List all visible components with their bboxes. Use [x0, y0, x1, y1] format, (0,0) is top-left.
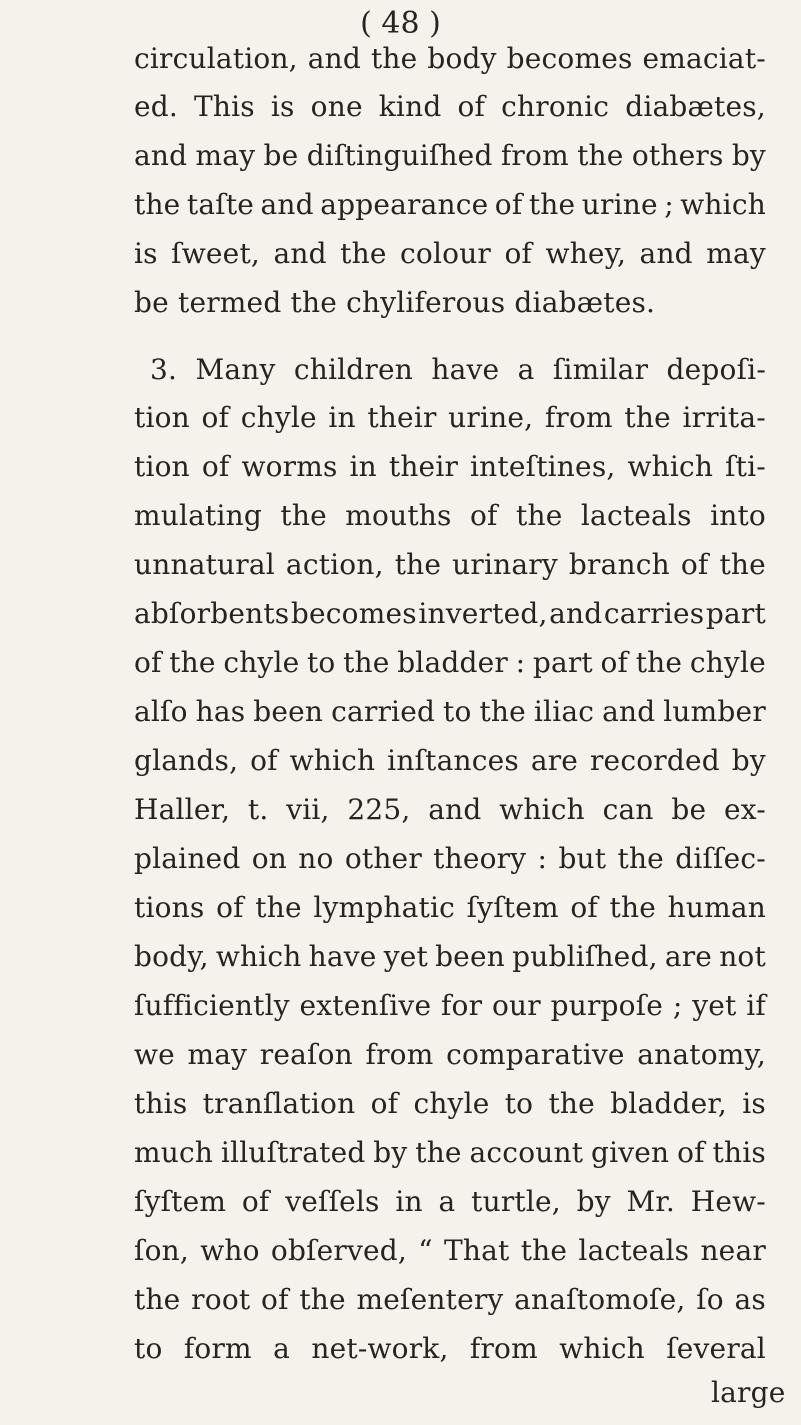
text-line-4 [134, 184, 766, 226]
word: who [200, 1234, 260, 1267]
word: body, [134, 940, 209, 973]
text-line-1 [134, 38, 766, 80]
word: ſimilar [552, 353, 649, 386]
word: turtle, [471, 1185, 561, 1218]
word: Hew- [690, 1185, 766, 1218]
word: from [365, 1038, 434, 1071]
word: ſufficiently [134, 989, 290, 1022]
word: by [373, 1136, 408, 1169]
word: of [241, 1185, 270, 1218]
word: by [731, 744, 766, 777]
word: but [558, 842, 607, 875]
word: can [602, 793, 654, 826]
word: of [201, 450, 230, 483]
word: much [134, 1136, 214, 1169]
word: has [195, 695, 246, 728]
word: net-work, [311, 1332, 449, 1365]
text-line-18 [134, 887, 766, 929]
word: which [215, 940, 302, 973]
text-line-24 [134, 1181, 766, 1223]
word: ſo [696, 1283, 724, 1316]
word: t. [247, 793, 269, 826]
word: the [415, 1136, 462, 1169]
word: of [600, 646, 629, 679]
word: the [577, 139, 624, 172]
word: of [216, 891, 244, 924]
word: lumber [663, 695, 766, 728]
word: we [134, 1038, 175, 1071]
text-line-12 [134, 593, 766, 635]
word: for [440, 989, 483, 1022]
word: mouths [345, 499, 452, 532]
word: Mr. [626, 1185, 675, 1218]
word: in [349, 450, 377, 483]
word: the [609, 891, 657, 924]
word: meſentery [356, 1283, 504, 1316]
word: this [134, 1087, 188, 1120]
word: account [469, 1136, 584, 1169]
word: and [602, 695, 656, 728]
word: anaſtomoſe, [514, 1283, 686, 1316]
word: diabætes, [625, 90, 766, 123]
word: depoſi- [666, 353, 766, 386]
text-line-21 [134, 1034, 766, 1076]
word: veſſels [285, 1185, 380, 1218]
word: the [280, 499, 327, 532]
word: emaciat- [642, 42, 766, 75]
word: our [491, 989, 541, 1022]
word: the [617, 842, 664, 875]
word: 225, [347, 793, 411, 826]
text-line-6: be termed the chyliferous diabætes. [134, 286, 656, 319]
word: is [134, 237, 158, 270]
word: yet [692, 989, 737, 1022]
word: in [328, 401, 356, 434]
word: of [504, 237, 533, 270]
word: branch [568, 548, 670, 581]
word: : [515, 646, 526, 679]
word: this [712, 1136, 766, 1169]
word: alſo [134, 695, 188, 728]
word: extenſive [299, 989, 432, 1022]
word: carried [331, 695, 436, 728]
word: given [590, 1136, 670, 1169]
catchword: large [711, 1376, 786, 1409]
word: abſorbents [134, 597, 290, 630]
word: irrita- [682, 401, 766, 434]
word: ſeveral [666, 1332, 766, 1365]
word: glands, [134, 744, 239, 777]
word: and [428, 793, 482, 826]
word: chronic [501, 90, 610, 123]
word: the [340, 237, 387, 270]
word: lacteals [580, 499, 692, 532]
word: to [443, 695, 472, 728]
word: ſyſtem [134, 1185, 227, 1218]
word: of [134, 646, 162, 679]
word: of [201, 401, 230, 434]
word: and [260, 188, 314, 221]
word: diſſec- [675, 842, 766, 875]
word: taſte [186, 188, 255, 221]
text-line-25 [134, 1230, 766, 1272]
word: theory [433, 842, 527, 875]
word: the [343, 646, 390, 679]
word: Many [195, 353, 276, 386]
word: the [394, 548, 442, 581]
word: and [549, 597, 603, 630]
word: of [570, 891, 598, 924]
word: yet [383, 940, 428, 973]
word: is [742, 1087, 766, 1120]
word: inſtances [387, 744, 519, 777]
text-line-16 [134, 789, 766, 831]
word: inverted, [418, 597, 548, 630]
word: from [544, 401, 613, 434]
word: may [706, 237, 766, 270]
word: have [308, 940, 377, 973]
word: appearance [320, 188, 489, 221]
word: which [627, 450, 714, 483]
word: iliac [533, 695, 595, 728]
text-line-11 [134, 544, 766, 586]
word: chyle [223, 646, 300, 679]
word: purpoſe [550, 989, 664, 1022]
word: are [530, 744, 579, 777]
word: which [559, 1332, 645, 1365]
word: from [500, 139, 569, 172]
word: of [370, 1087, 399, 1120]
word: and [273, 237, 327, 270]
word: to [306, 646, 336, 679]
word: colour [400, 237, 492, 270]
word: root [191, 1283, 251, 1316]
word: be [263, 139, 299, 172]
word: from [469, 1332, 538, 1365]
word: publiſhed, [512, 940, 658, 973]
text-line-20 [134, 985, 766, 1027]
word: and [134, 139, 188, 172]
word: mulating [134, 499, 262, 532]
word: tion [134, 401, 190, 434]
word: be [671, 793, 707, 826]
word: of [261, 1283, 289, 1316]
text-line-22 [134, 1083, 766, 1125]
word: a [438, 1185, 456, 1218]
word: been [253, 695, 324, 728]
word: their [388, 450, 459, 483]
text-line-17 [134, 838, 766, 880]
word: which [289, 744, 376, 777]
word: chyle [689, 646, 766, 679]
word: their [367, 401, 437, 434]
word: other [344, 842, 422, 875]
word: kind [378, 90, 442, 123]
word: reaſon [259, 1038, 353, 1071]
word: which [680, 188, 766, 221]
word: part [705, 597, 766, 630]
word: becomes [506, 42, 633, 75]
word: to [134, 1332, 163, 1365]
word: tions [134, 891, 205, 924]
word: form [183, 1332, 252, 1365]
word: as [734, 1283, 766, 1316]
word: children [293, 353, 413, 386]
word: on [251, 842, 288, 875]
word: the [370, 42, 418, 75]
text-line-15 [134, 740, 766, 782]
word: a [273, 1332, 291, 1365]
page-number: ( 48 ) [360, 6, 441, 41]
word: and [307, 42, 361, 75]
word: : [537, 842, 548, 875]
word: ; [664, 188, 674, 221]
word: into [710, 499, 766, 532]
word: urinary [452, 548, 558, 581]
word: ſon, [134, 1234, 189, 1267]
word: not [719, 940, 766, 973]
word: plained [134, 842, 241, 875]
word: 3. [150, 353, 178, 386]
text-line-3 [134, 135, 766, 177]
word: have [431, 353, 500, 386]
text-line-13 [134, 642, 766, 684]
word: is [270, 90, 295, 123]
word: the [479, 695, 526, 728]
word: urine, [448, 401, 534, 434]
text-line-27 [134, 1328, 766, 1370]
word: comparative [446, 1038, 625, 1071]
word: chyle [413, 1087, 490, 1120]
text-line-19 [134, 936, 766, 978]
word: the [134, 188, 181, 221]
word: and [639, 237, 693, 270]
word: are [664, 940, 713, 973]
word: the [520, 1234, 568, 1267]
word: ed. [134, 90, 178, 123]
word: been [435, 940, 505, 973]
word: the [624, 401, 671, 434]
word: unnatural [134, 548, 275, 581]
word: chyle [240, 401, 317, 434]
word: may [187, 1038, 248, 1071]
word: if [746, 989, 766, 1022]
text-line-2 [134, 86, 766, 128]
word: obſerved, [270, 1234, 408, 1267]
word: the [516, 499, 563, 532]
text-line-23 [134, 1132, 766, 1174]
word: in [395, 1185, 423, 1218]
word: the [255, 891, 302, 924]
text-line-10 [134, 495, 766, 537]
word: of [469, 499, 498, 532]
word: may [195, 139, 256, 172]
word: action, [285, 548, 384, 581]
word: lymphatic [313, 891, 456, 924]
word: part [532, 646, 593, 679]
word: the [548, 1087, 595, 1120]
word: the [299, 1283, 346, 1316]
word: Haller, [134, 793, 231, 826]
word: illuſtrated [220, 1136, 366, 1169]
word: bladder [397, 646, 508, 679]
word: bladder, [610, 1087, 727, 1120]
word: of [494, 188, 523, 221]
word: which [499, 793, 585, 826]
word: ; [672, 989, 683, 1022]
word: vii, [286, 793, 330, 826]
word: ſyſtem [466, 891, 559, 924]
word: becomes [290, 597, 417, 630]
word: the [134, 1283, 181, 1316]
text-line-26 [134, 1279, 766, 1321]
word: That [444, 1234, 510, 1267]
word: a [517, 353, 535, 386]
word: to [504, 1087, 534, 1120]
word: diſtinguiſhed [306, 139, 493, 172]
word: of [680, 548, 709, 581]
word: tion [134, 450, 190, 483]
word: the [635, 646, 683, 679]
word: inteſtines, [470, 450, 616, 483]
word: by [731, 139, 766, 172]
word: ſti- [725, 450, 766, 483]
text-line-8 [134, 397, 766, 439]
word: of [677, 1136, 705, 1169]
word: This [194, 90, 255, 123]
word: ex- [723, 793, 766, 826]
word: circulation, [134, 42, 298, 75]
word: lacteals [578, 1234, 690, 1267]
word: urine [581, 188, 658, 221]
word: one [310, 90, 363, 123]
word: no [298, 842, 334, 875]
word: the [528, 188, 576, 221]
word: the [719, 548, 766, 581]
word: worms [241, 450, 338, 483]
word: whey, [545, 237, 627, 270]
word: of [250, 744, 278, 777]
word: the [169, 646, 216, 679]
word: anatomy, [637, 1038, 766, 1071]
word: near [700, 1234, 766, 1267]
word: by [576, 1185, 611, 1218]
word: others [631, 139, 724, 172]
text-line-5 [134, 233, 766, 275]
word: human [667, 891, 766, 924]
word: “ [418, 1234, 433, 1267]
word: ſweet, [171, 237, 260, 270]
word: recorded [589, 744, 720, 777]
word: of [457, 90, 486, 123]
text-line-9 [134, 446, 766, 488]
text-line-14 [134, 691, 766, 733]
word: carries [603, 597, 705, 630]
word: tranſlation [202, 1087, 356, 1120]
word: body [427, 42, 497, 75]
text-line-7 [150, 349, 766, 391]
